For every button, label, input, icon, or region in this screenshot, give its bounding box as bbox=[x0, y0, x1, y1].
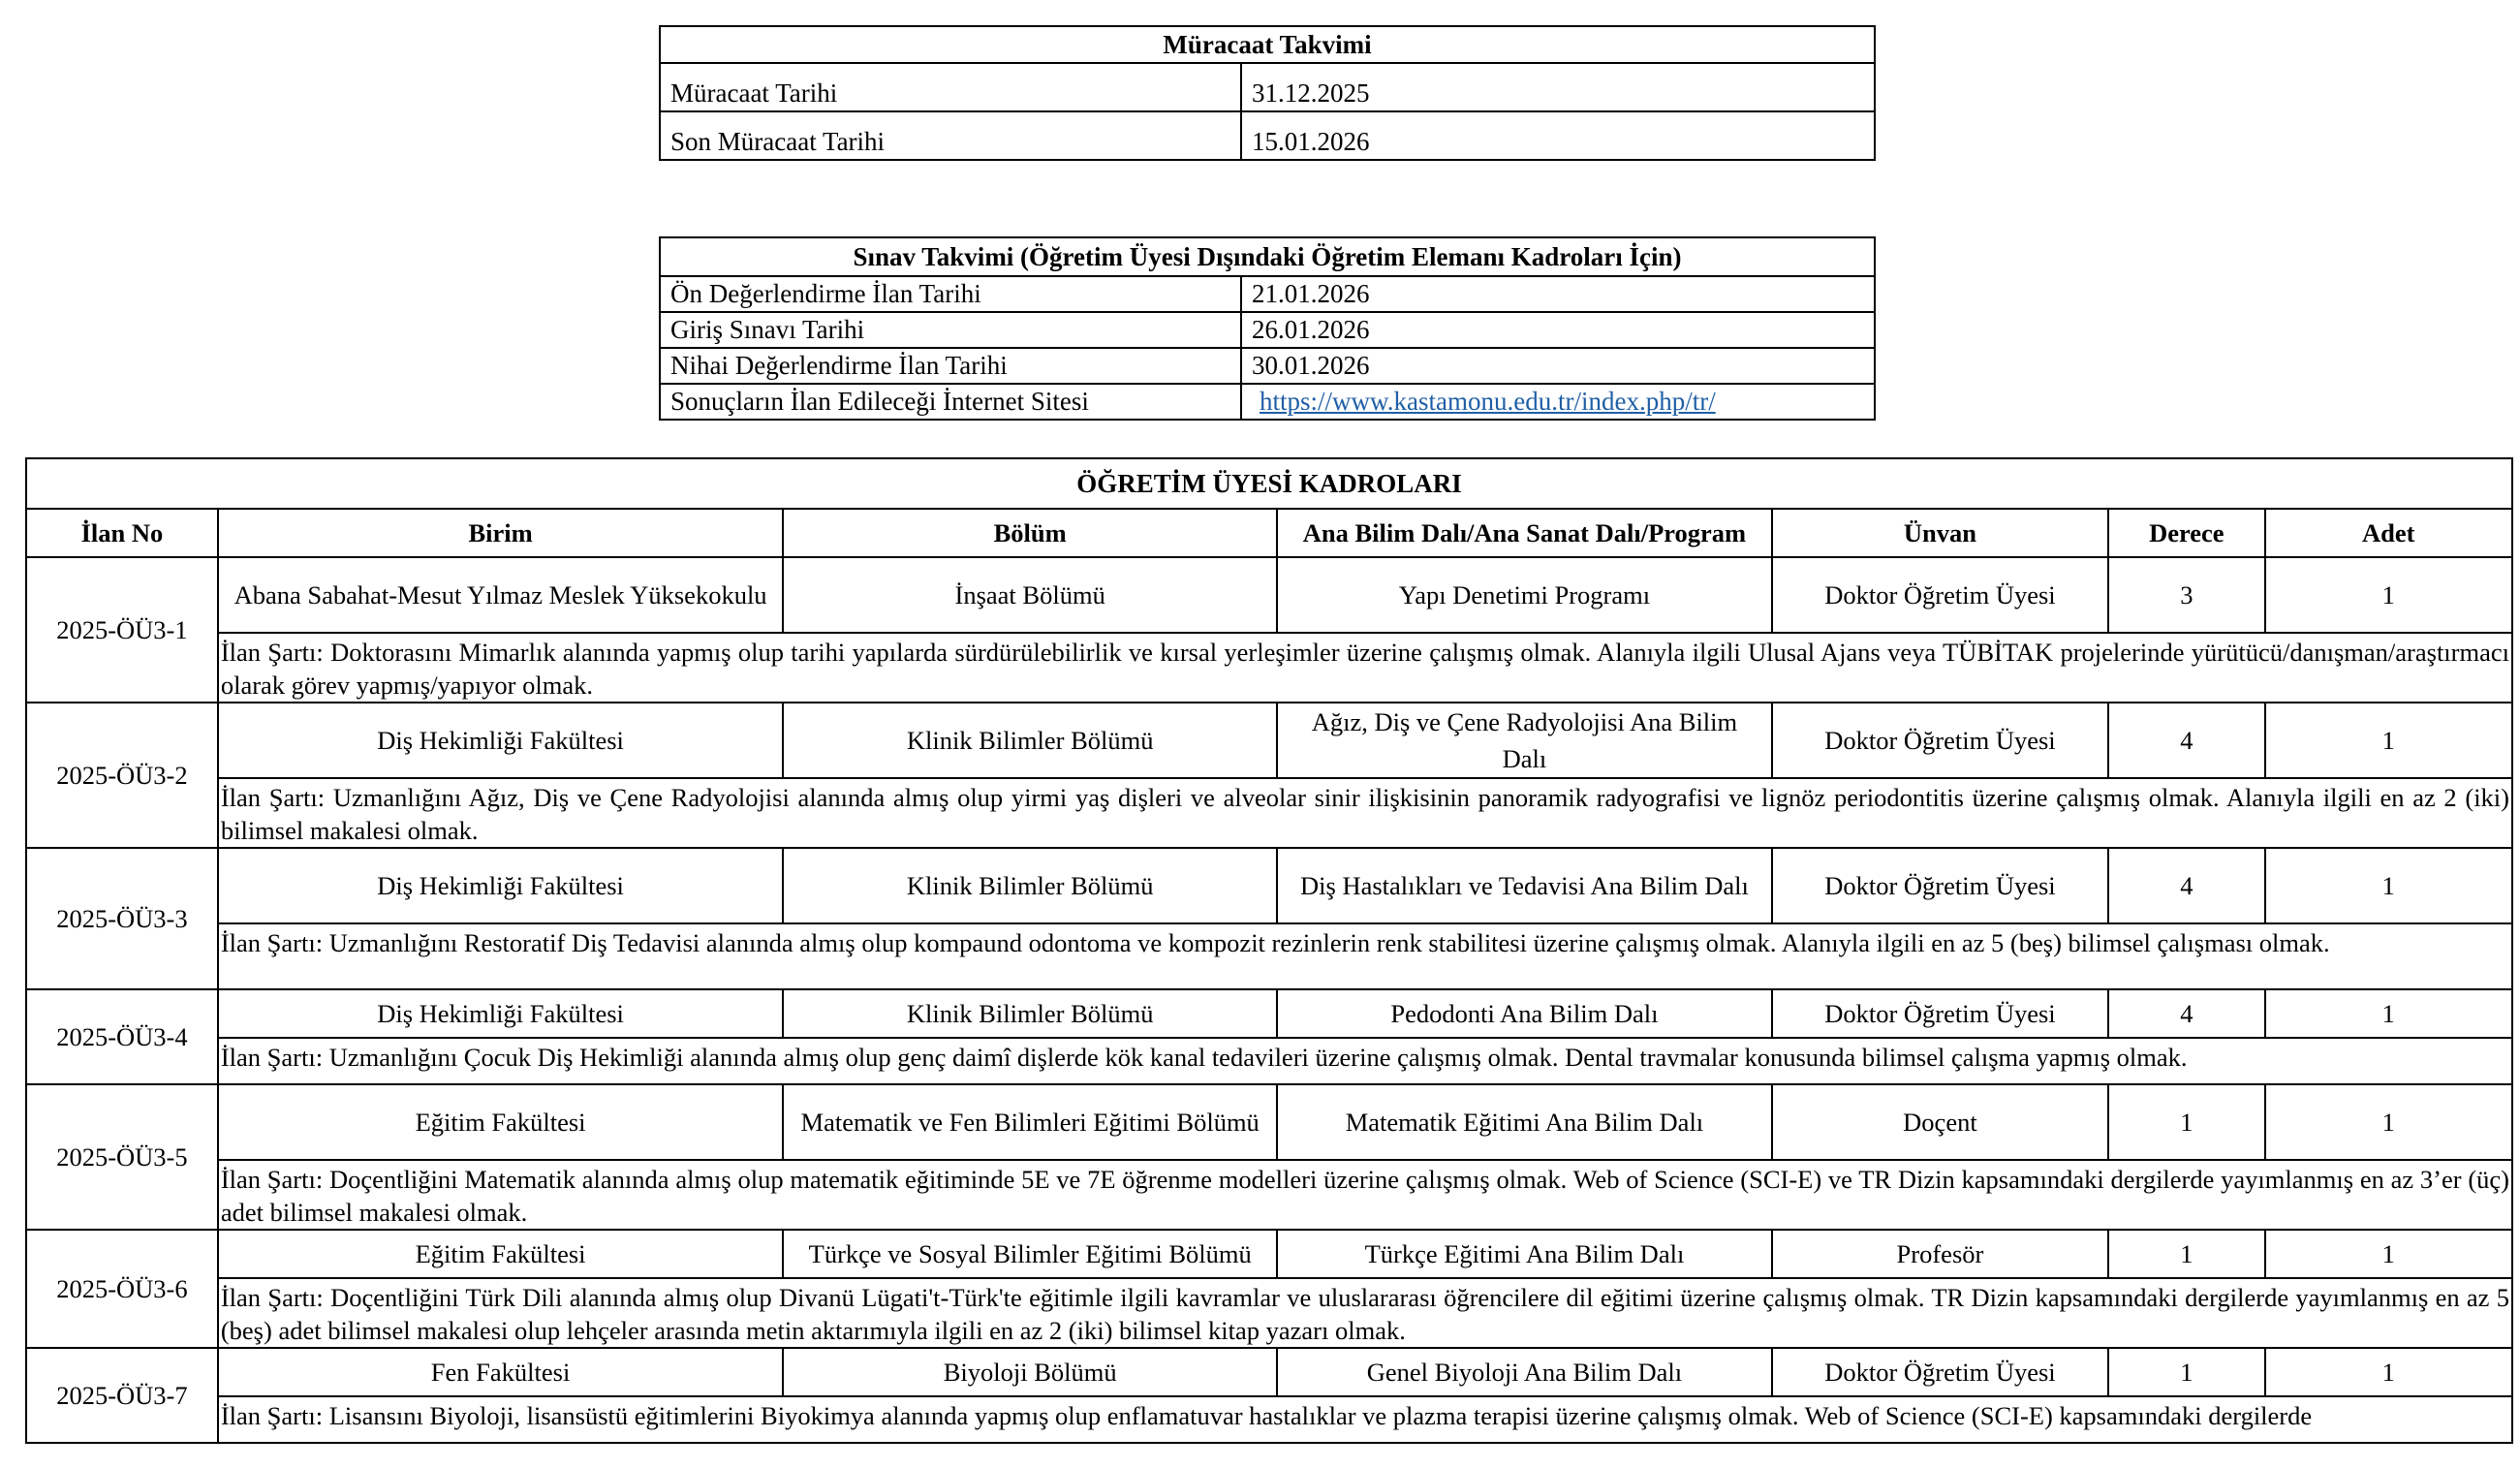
adet-cell: 1 bbox=[2265, 703, 2512, 778]
staff-positions-table bbox=[25, 457, 2513, 1444]
birim-cell: Eğitim Fakültesi bbox=[218, 1084, 783, 1160]
condition-cell: İlan Şartı: Uzmanlığını Çocuk Diş Hekimliği alanında almış olup genç daimî dişlerde kök kanal tedavileri üzerine çalışmış olmak. Dental travmalar konusunda bilimsel çalışma yapmış olmak. bbox=[218, 1038, 2512, 1084]
pre-evaluation-label: Ön Değerlendirme İlan Tarihi bbox=[660, 276, 1241, 312]
deadline-value: 15.01.2026 bbox=[1241, 111, 1875, 160]
results-site-label: Sonuçların İlan Edileceği İnternet Sitesi bbox=[660, 384, 1241, 420]
condition-cell: İlan Şartı: Uzmanlığını Ağız, Diş ve Çene Radyolojisi alanında almış olup yirmi yaş dişleri ve alveolar sinir ilişkisinin panoramik radyografisi ve lignöz periodontitis üzerine çalışmış olmak. Alanıyla ilgili en az 2 (iki) bilimsel makalesi olmak. bbox=[218, 778, 2512, 848]
header-ilan-no: İlan No bbox=[26, 509, 218, 557]
bolum-cell: Türkçe ve Sosyal Bilimler Eğitimi Bölümü bbox=[783, 1230, 1277, 1278]
bolum-cell: Klinik Bilimler Bölümü bbox=[783, 989, 1277, 1038]
condition-cell: İlan Şartı: Doçentliğini Matematik alanında almış olup matematik eğitiminde 5E ve 7E öğrenme modelleri üzerine çalışmış olmak. Web of Science (SCI-E) ve TR Dizin kapsamındaki dergilerde yayımlanmış en az 3’er (üç) adet bilimsel makalesi olmak. bbox=[218, 1160, 2512, 1230]
derece-cell: 4 bbox=[2108, 703, 2265, 778]
table-row bbox=[26, 1230, 2512, 1278]
condition-row bbox=[26, 1160, 2512, 1230]
bolum-cell: Biyoloji Bölümü bbox=[783, 1348, 1277, 1396]
application-date-label: Müracaat Tarihi bbox=[660, 63, 1241, 111]
results-site-link[interactable]: https://www.kastamonu.edu.tr/index.php/tr/ bbox=[1260, 387, 1716, 416]
table-row bbox=[26, 989, 2512, 1038]
unvan-cell: Doktor Öğretim Üyesi bbox=[1772, 703, 2108, 778]
abd-cell: Matematik Eğitimi Ana Bilim Dalı bbox=[1277, 1084, 1772, 1160]
table-row bbox=[26, 557, 2512, 633]
header-adet: Adet bbox=[2265, 509, 2512, 557]
unvan-cell: Doktor Öğretim Üyesi bbox=[1772, 989, 2108, 1038]
ilan-no-cell: 2025-ÖÜ3-7 bbox=[26, 1348, 218, 1443]
table-row bbox=[660, 348, 1875, 384]
bolum-cell: İnşaat Bölümü bbox=[783, 557, 1277, 633]
condition-row bbox=[26, 923, 2512, 989]
header-birim: Birim bbox=[218, 509, 783, 557]
table-row bbox=[660, 312, 1875, 348]
exam-calendar-table bbox=[659, 236, 1876, 421]
bolum-cell: Klinik Bilimler Bölümü bbox=[783, 848, 1277, 923]
derece-cell: 1 bbox=[2108, 1348, 2265, 1396]
derece-cell: 3 bbox=[2108, 557, 2265, 633]
birim-cell: Diş Hekimliği Fakültesi bbox=[218, 989, 783, 1038]
condition-cell: İlan Şartı: Uzmanlığını Restoratif Diş Tedavisi alanında almış olup kompaund odontoma ve kompozit rezinlerin renk stabilitesi üzerine çalışmış olmak. Alanıyla ilgili en az 5 (beş) bilimsel çalışması olmak. bbox=[218, 923, 2512, 989]
header-derece: Derece bbox=[2108, 509, 2265, 557]
condition-cell: İlan Şartı: Doktorasını Mimarlık alanında yapmış olup tarihi yapılarda sürdürülebilirlik ve kırsal yerleşimler üzerine çalışmış olmak. Alanıyla ilgili Ulusal Ajans veya TÜBİTAK projelerinde yürütücü/danışman/araştırmacı olarak görev yapmış/yapıyor olmak. bbox=[218, 633, 2512, 703]
condition-cell: İlan Şartı: Lisansını Biyoloji, lisansüstü eğitimlerini Biyokimya alanında yapmış olup enflamatuvar hastalıklar ve plazma terapisi üzerine çalışmış olmak. Web of Science (SCI-E) kapsamındaki dergilerde bbox=[218, 1396, 2512, 1443]
staff-positions-title: ÖĞRETİM ÜYESİ KADROLARI bbox=[26, 458, 2512, 509]
condition-cell: İlan Şartı: Doçentliğini Türk Dili alanında almış olup Divanü Lügati't-Türk'te eğitimle ilgili kavramlar ve uluslararası öğrencilere dil eğitimi üzerine çalışmış olmak. TR Dizin kapsamındaki dergilerde yayımlanmış en az 5 (beş) adet bilimsel makalesi olup lehçeler arasında metin aktarımıyla ilgili en az 2 (iki) bilimsel kitap yazarı olmak. bbox=[218, 1278, 2512, 1348]
results-site-cell bbox=[1241, 384, 1875, 420]
abd-cell: Türkçe Eğitimi Ana Bilim Dalı bbox=[1277, 1230, 1772, 1278]
abd-cell: Genel Biyoloji Ana Bilim Dalı bbox=[1277, 1348, 1772, 1396]
header-unvan: Ünvan bbox=[1772, 509, 2108, 557]
application-calendar-title: Müracaat Takvimi bbox=[660, 26, 1875, 63]
entrance-exam-label: Giriş Sınavı Tarihi bbox=[660, 312, 1241, 348]
exam-calendar-title: Sınav Takvimi (Öğretim Üyesi Dışındaki Öğretim Elemanı Kadroları İçin) bbox=[660, 237, 1875, 276]
application-calendar-table bbox=[659, 25, 1876, 161]
adet-cell: 1 bbox=[2265, 989, 2512, 1038]
deadline-label: Son Müracaat Tarihi bbox=[660, 111, 1241, 160]
final-evaluation-value: 30.01.2026 bbox=[1241, 348, 1875, 384]
header-bolum: Bölüm bbox=[783, 509, 1277, 557]
table-row bbox=[26, 703, 2512, 778]
birim-cell: Abana Sabahat-Mesut Yılmaz Meslek Yüksekokulu bbox=[218, 557, 783, 633]
abd-cell: Ağız, Diş ve Çene Radyolojisi Ana Bilim Dalı bbox=[1277, 703, 1772, 778]
derece-cell: 4 bbox=[2108, 848, 2265, 923]
condition-row bbox=[26, 778, 2512, 848]
adet-cell: 1 bbox=[2265, 848, 2512, 923]
condition-row bbox=[26, 1278, 2512, 1348]
unvan-cell: Profesör bbox=[1772, 1230, 2108, 1278]
adet-cell: 1 bbox=[2265, 1348, 2512, 1396]
birim-cell: Diş Hekimliği Fakültesi bbox=[218, 703, 783, 778]
pre-evaluation-value: 21.01.2026 bbox=[1241, 276, 1875, 312]
ilan-no-cell: 2025-ÖÜ3-2 bbox=[26, 703, 218, 848]
final-evaluation-label: Nihai Değerlendirme İlan Tarihi bbox=[660, 348, 1241, 384]
derece-cell: 4 bbox=[2108, 989, 2265, 1038]
adet-cell: 1 bbox=[2265, 557, 2512, 633]
header-row bbox=[26, 509, 2512, 557]
adet-cell: 1 bbox=[2265, 1084, 2512, 1160]
entrance-exam-value: 26.01.2026 bbox=[1241, 312, 1875, 348]
unvan-cell: Doktor Öğretim Üyesi bbox=[1772, 1348, 2108, 1396]
condition-row bbox=[26, 1038, 2512, 1084]
unvan-cell: Doktor Öğretim Üyesi bbox=[1772, 557, 2108, 633]
ilan-no-cell: 2025-ÖÜ3-6 bbox=[26, 1230, 218, 1348]
bolum-cell: Klinik Bilimler Bölümü bbox=[783, 703, 1277, 778]
abd-cell: Pedodonti Ana Bilim Dalı bbox=[1277, 989, 1772, 1038]
application-date-value: 31.12.2025 bbox=[1241, 63, 1875, 111]
abd-cell: Diş Hastalıkları ve Tedavisi Ana Bilim Dalı bbox=[1277, 848, 1772, 923]
derece-cell: 1 bbox=[2108, 1230, 2265, 1278]
unvan-cell: Doktor Öğretim Üyesi bbox=[1772, 848, 2108, 923]
ilan-no-cell: 2025-ÖÜ3-4 bbox=[26, 989, 218, 1084]
ilan-no-cell: 2025-ÖÜ3-1 bbox=[26, 557, 218, 703]
table-row bbox=[26, 1084, 2512, 1160]
bolum-cell: Matematik ve Fen Bilimleri Eğitimi Bölümü bbox=[783, 1084, 1277, 1160]
unvan-cell: Doçent bbox=[1772, 1084, 2108, 1160]
condition-row bbox=[26, 1396, 2512, 1443]
table-row bbox=[660, 276, 1875, 312]
birim-cell: Eğitim Fakültesi bbox=[218, 1230, 783, 1278]
derece-cell: 1 bbox=[2108, 1084, 2265, 1160]
adet-cell: 1 bbox=[2265, 1230, 2512, 1278]
birim-cell: Diş Hekimliği Fakültesi bbox=[218, 848, 783, 923]
birim-cell: Fen Fakültesi bbox=[218, 1348, 783, 1396]
table-row bbox=[660, 384, 1875, 420]
table-row bbox=[660, 111, 1875, 160]
table-row bbox=[660, 63, 1875, 111]
condition-row bbox=[26, 633, 2512, 703]
header-abd: Ana Bilim Dalı/Ana Sanat Dalı/Program bbox=[1277, 509, 1772, 557]
ilan-no-cell: 2025-ÖÜ3-5 bbox=[26, 1084, 218, 1230]
ilan-no-cell: 2025-ÖÜ3-3 bbox=[26, 848, 218, 989]
abd-cell: Yapı Denetimi Programı bbox=[1277, 557, 1772, 633]
table-row bbox=[26, 848, 2512, 923]
table-row bbox=[26, 1348, 2512, 1396]
